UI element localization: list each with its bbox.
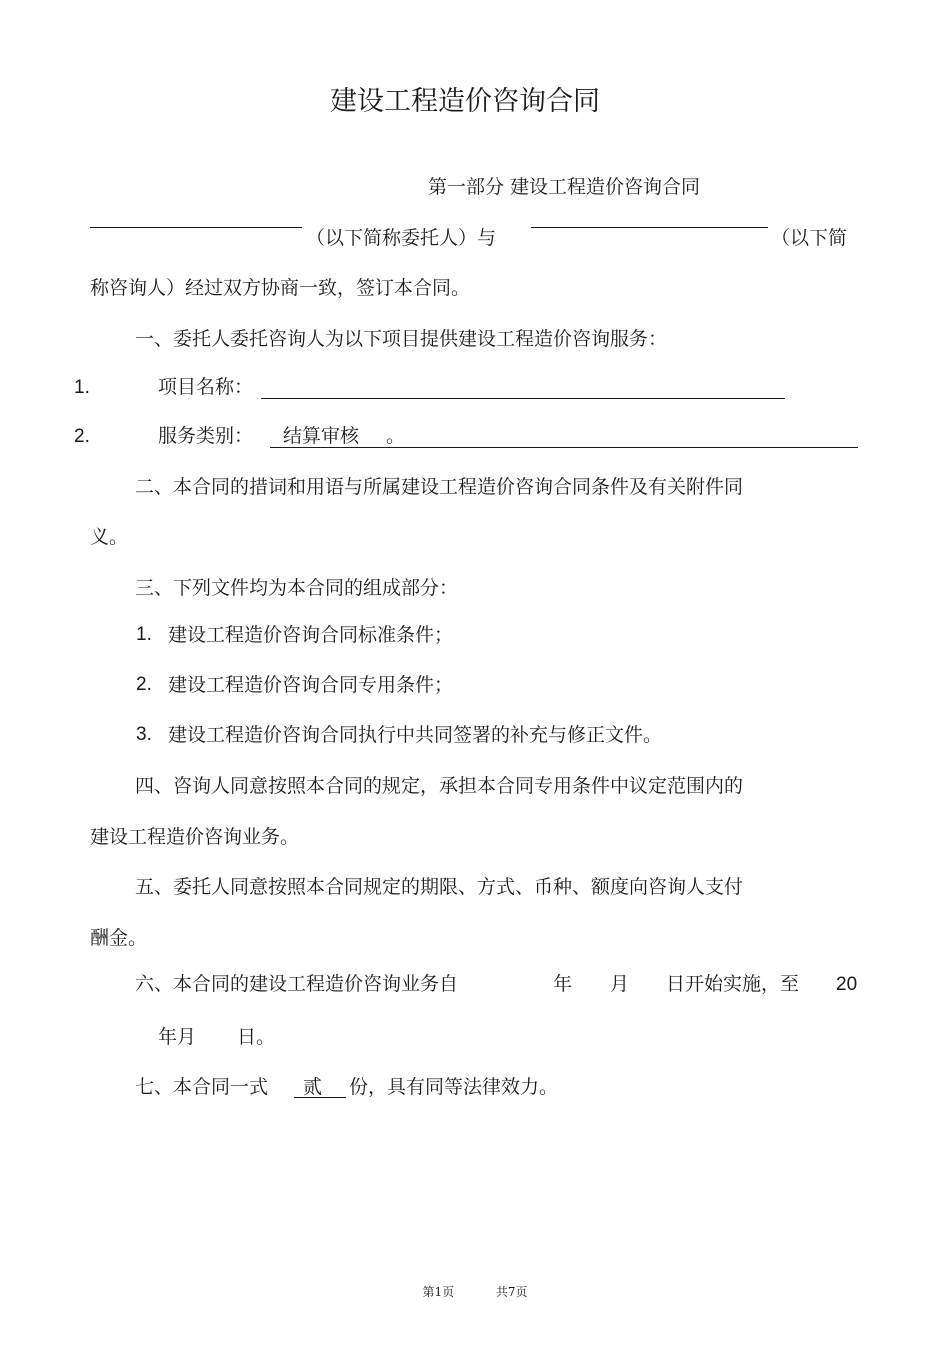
clause1-item2-label: 服务类别： [158,425,254,447]
page-total: 共7页 [495,1285,528,1299]
clause6-year-prefix: 20 [836,974,858,995]
clause1-item1-label: 项目名称： [158,376,254,398]
clause6-year: 年 [553,973,573,995]
clause5-line1: 五、委托人同意按照本合同规定的期限、方式、币种、额度向咨询人支付 [135,876,744,898]
clause3-item3-num: 3. [136,724,152,745]
page-number: 第1页 [422,1285,455,1299]
clause3-item1-num: 1. [136,624,152,645]
clause6-end-day: 日。 [237,1026,276,1048]
clause7-prefix: 七、本合同一式 [135,1076,269,1098]
clause3-item2-text: 建设工程造价咨询合同专用条件； [168,674,454,696]
service-type-end: 。 [386,425,406,447]
clause2-line1: 二、本合同的措词和用语与所属建设工程造价咨询合同条件及有关附件同 [135,476,744,498]
clause4-line2: 建设工程造价咨询业务。 [90,826,300,848]
clause1-item1-num: 1. [74,377,90,398]
clause3-item2-num: 2. [136,674,152,695]
clause1-item2-num: 2. [74,426,90,447]
project-name-field[interactable] [261,374,785,399]
clause6-month: 月 [610,973,630,995]
client-name-blank[interactable] [90,227,302,228]
clause4-line1: 四、咨询人同意按照本合同的规定，承担本合同专用条件中议定范围内的 [135,775,744,797]
clause1-text: 一、委托人委托咨询人为以下项目提供建设工程造价咨询服务： [135,328,668,350]
service-type-value: 结算审核 [283,425,360,447]
consultant-suffix: （以下简 [771,227,848,249]
page-footer [0,1284,950,1300]
document-title: 建设工程造价咨询合同 [330,86,600,117]
clause5-line2: 酬金。 [90,927,148,949]
copies-value: 贰 [303,1076,323,1098]
clause6-day-start: 日开始实施，至 [666,973,800,995]
clause6-prefix: 六、本合同的建设工程造价咨询业务自 [135,973,459,995]
part-heading: 第一部分 建设工程造价咨询合同 [428,176,701,198]
clause6-end-year-month: 年月 [158,1026,197,1048]
consultant-name-blank[interactable] [531,227,768,228]
clause7-suffix: 份，具有同等法律效力。 [349,1076,559,1098]
parties-line2: 称咨询人）经过双方协商一致，签订本合同。 [90,277,471,299]
clause3-item1-text: 建设工程造价咨询合同标准条件； [168,624,454,646]
clause2-line2: 义。 [90,526,129,548]
client-suffix: （以下简称委托人）与 [306,227,497,249]
clause3-text: 三、下列文件均为本合同的组成部分： [135,577,459,599]
clause3-item3-text: 建设工程造价咨询合同执行中共同签署的补充与修正文件。 [168,724,663,746]
